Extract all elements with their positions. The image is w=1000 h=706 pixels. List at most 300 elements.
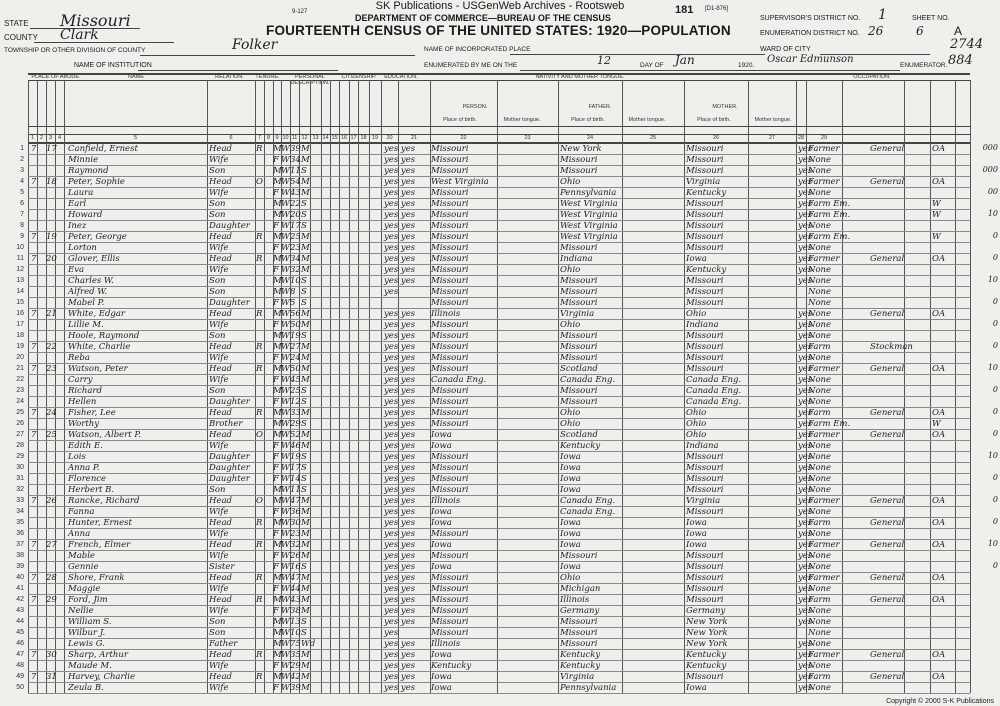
- margin-note: 10: [987, 209, 998, 218]
- cell-pob: Missouri: [431, 419, 469, 429]
- cell-age: 29: [290, 661, 301, 671]
- cell-pob: Iowa: [431, 518, 452, 528]
- cell-sex: M: [273, 166, 282, 176]
- cell-ind: General: [870, 364, 905, 374]
- cell-mpob: Canada Eng.: [686, 397, 742, 407]
- cell-occ: Farmer: [808, 144, 840, 154]
- cell-race: W: [281, 243, 290, 253]
- cell-name: Herbert B.: [68, 485, 115, 495]
- cell-name: Canfield, Ernest: [68, 144, 138, 154]
- cell-fpob: Missouri: [560, 639, 598, 649]
- cell-pob: Missouri: [431, 254, 469, 264]
- cell-rel: Wife: [209, 529, 229, 539]
- sheet-number: 6: [916, 24, 924, 38]
- cell-ed: yes yes: [384, 210, 416, 220]
- cell-pob: Missouri: [431, 298, 469, 308]
- column-number: 27: [768, 135, 776, 141]
- cell-race: W: [281, 672, 290, 682]
- cell-mpob: Missouri: [686, 166, 724, 176]
- cell-ten: R: [256, 672, 263, 682]
- cell-pob: Iowa: [431, 683, 452, 693]
- cell-ed: yes yes: [384, 562, 416, 572]
- cell-age: 8: [290, 287, 296, 297]
- cell-sex: F: [273, 298, 279, 308]
- cell-race: W: [281, 419, 290, 429]
- cell-ten: R: [256, 573, 263, 583]
- cell-age: 50: [290, 320, 301, 330]
- column-number: 22: [460, 135, 467, 141]
- cell-mpob: Kentucky: [686, 188, 727, 198]
- cell-ind: General: [870, 177, 905, 187]
- group-nativity: NATIVITY AND MOTHER TONGUE.: [535, 74, 625, 80]
- census-year: 1920.: [738, 62, 755, 69]
- nativity-father: FATHER.: [588, 104, 612, 110]
- cell-race: W: [281, 254, 290, 264]
- row-number: 4: [20, 178, 24, 185]
- cell-fpob: Kentucky: [560, 661, 601, 671]
- cell-occ: Farmer: [808, 540, 840, 550]
- cell-name: Anna P.: [68, 463, 100, 473]
- cell-occ: None: [808, 276, 832, 286]
- cell-name: Inez: [68, 221, 87, 231]
- margin-note: 10: [987, 275, 998, 284]
- cell-ed: yes yes: [384, 529, 416, 539]
- cell-eng: yes: [798, 452, 813, 462]
- cell-mar: M: [301, 177, 310, 187]
- cell-rel: Head: [209, 672, 232, 682]
- cell-eng: yes: [798, 254, 813, 264]
- cell-mar: M: [301, 540, 310, 550]
- cell-ed: yes yes: [384, 672, 416, 682]
- cell-ten: R: [256, 309, 263, 319]
- cell-mpob: Missouri: [686, 210, 724, 220]
- cell-dw: 7: [31, 342, 37, 352]
- cell-ed: yes: [384, 628, 399, 638]
- cell-occ: None: [808, 166, 832, 176]
- row-number: 39: [16, 563, 24, 570]
- cell-name: Charles W.: [68, 276, 114, 286]
- cell-sex: M: [273, 386, 282, 396]
- nativity-col-father-tongue: Mother tongue.: [628, 117, 666, 123]
- cell-occ: Farm: [808, 408, 831, 418]
- cell-eng: yes: [798, 243, 813, 253]
- cell-dw: 7: [31, 595, 37, 605]
- cell-pob: Missouri: [431, 166, 469, 176]
- cell-age: 35: [290, 650, 301, 660]
- state-label: STATE: [4, 19, 29, 28]
- cell-rel: Wife: [209, 155, 229, 165]
- cell-name: Worthy: [68, 419, 100, 429]
- cell-occ: None: [808, 386, 832, 396]
- cell-fpob: Kentucky: [560, 441, 601, 451]
- cell-rel: Head: [209, 650, 232, 660]
- cell-cls: W: [932, 210, 941, 220]
- cell-eng: yes: [798, 155, 813, 165]
- cell-mpob: Missouri: [686, 452, 724, 462]
- cell-mpob: Missouri: [686, 342, 724, 352]
- cell-mpob: Ohio: [686, 309, 707, 319]
- cell-age: 26: [290, 551, 301, 561]
- row-number: 10: [16, 244, 24, 251]
- cell-name: Howard: [68, 210, 103, 220]
- cell-pob: Missouri: [431, 144, 469, 154]
- cell-name: Richard: [68, 386, 102, 396]
- cell-name: Minnie: [68, 155, 99, 165]
- cell-sex: F: [273, 320, 279, 330]
- cell-cls: OA: [932, 650, 946, 660]
- row-number: 5: [20, 189, 24, 196]
- group-place-of-abode: PLACE OF ABODE.: [31, 74, 81, 80]
- cell-ten: R: [256, 254, 263, 264]
- cell-rel: Son: [209, 485, 226, 495]
- cell-race: W: [281, 232, 290, 242]
- row-number: 42: [16, 596, 24, 603]
- cell-eng: yes: [798, 617, 813, 627]
- cell-age: 20: [290, 210, 301, 220]
- cell-mpob: Missouri: [686, 463, 724, 473]
- cell-mar: M: [301, 309, 310, 319]
- cell-fpob: West Virginia: [560, 232, 618, 242]
- margin-note: 00: [987, 187, 998, 196]
- row-number: 44: [16, 618, 24, 625]
- cell-mar: S: [301, 199, 307, 209]
- cell-fpob: Ohio: [560, 265, 581, 275]
- cell-age: 22: [290, 199, 301, 209]
- column-number: 1: [30, 135, 35, 141]
- cell-fpob: Missouri: [560, 298, 598, 308]
- cell-mar: M: [301, 320, 310, 330]
- cell-occ: None: [808, 441, 832, 451]
- cell-rel: Wife: [209, 507, 229, 517]
- corner-note-2: 884: [948, 53, 973, 68]
- cell-sex: M: [273, 650, 282, 660]
- cell-ten: R: [256, 518, 263, 528]
- cell-eng: yes: [798, 221, 813, 231]
- cell-pob: Missouri: [431, 243, 469, 253]
- cell-race: W: [281, 353, 290, 363]
- cell-ed: yes yes: [384, 221, 416, 231]
- cell-occ: None: [808, 507, 832, 517]
- cell-fpob: Kentucky: [560, 650, 601, 660]
- cell-occ: None: [808, 562, 832, 572]
- cell-age: 10: [290, 276, 301, 286]
- cell-fpob: Iowa: [560, 474, 581, 484]
- cell-age: 5: [290, 298, 296, 308]
- cell-name: Hunter, Ernest: [68, 518, 132, 528]
- cell-eng: yes: [798, 177, 813, 187]
- cell-fpob: Canada Eng.: [560, 496, 616, 506]
- cell-sex: M: [273, 276, 282, 286]
- cell-pob: Missouri: [431, 463, 469, 473]
- cell-pob: Iowa: [431, 650, 452, 660]
- cell-eng: yes: [798, 661, 813, 671]
- cell-pob: West Virginia: [431, 177, 489, 187]
- row-number: 3: [20, 167, 24, 174]
- cell-pob: Illinois: [431, 496, 461, 506]
- cell-eng: yes: [798, 265, 813, 275]
- cell-fam: 25: [46, 430, 57, 440]
- cell-name: White, Edgar: [68, 309, 125, 319]
- margin-note: 0: [992, 253, 998, 262]
- cell-name: Rancke, Richard: [68, 496, 140, 506]
- cell-eng: yes: [798, 529, 813, 539]
- row-number: 14: [16, 288, 24, 295]
- cell-mpob: Missouri: [686, 232, 724, 242]
- cell-occ: None: [808, 452, 832, 462]
- township-label: TOWNSHIP OR OTHER DIVISION OF COUNTY: [4, 47, 146, 54]
- cell-fpob: Iowa: [560, 463, 581, 473]
- cell-age: 39: [290, 683, 301, 693]
- cell-mar: M: [301, 342, 310, 352]
- cell-sex: F: [273, 463, 279, 473]
- cell-pob: Missouri: [431, 452, 469, 462]
- cell-age: 47: [290, 573, 301, 583]
- cell-occ: Farmer: [808, 177, 840, 187]
- cell-occ: None: [808, 155, 832, 165]
- cell-occ: Farm: [808, 342, 831, 352]
- cell-fam: 30: [46, 650, 57, 660]
- row-number: 36: [16, 530, 24, 537]
- cell-pob: Iowa: [431, 507, 452, 517]
- cell-ten: O: [256, 496, 263, 506]
- cell-occ: None: [808, 661, 832, 671]
- cell-race: W: [281, 529, 290, 539]
- cell-pob: Iowa: [431, 441, 452, 451]
- cell-ed: yes yes: [384, 452, 416, 462]
- cell-race: W: [281, 375, 290, 385]
- cell-mpob: Virginia: [686, 177, 721, 187]
- cell-cls: OA: [932, 595, 946, 605]
- cell-ed: yes yes: [384, 254, 416, 264]
- cell-eng: yes: [798, 562, 813, 572]
- cell-fpob: West Virginia: [560, 199, 618, 209]
- cell-mpob: Missouri: [686, 584, 724, 594]
- cell-mar: S: [301, 331, 307, 341]
- cell-eng: yes: [798, 210, 813, 220]
- cell-age: 23: [290, 243, 301, 253]
- cell-mpob: Missouri: [686, 331, 724, 341]
- cell-fpob: Iowa: [560, 540, 581, 550]
- cell-mpob: Virginia: [686, 496, 721, 506]
- cell-pob: Illinois: [431, 309, 461, 319]
- nativity-col-person-tongue: Mother tongue.: [503, 117, 541, 123]
- row-number: 11: [16, 255, 24, 262]
- cell-mar: S: [301, 298, 307, 308]
- cell-mar: S: [301, 276, 307, 286]
- department-title: DEPARTMENT OF COMMERCE—BUREAU OF THE CENSUS: [355, 13, 611, 23]
- cell-sex: M: [273, 331, 282, 341]
- group-personal: PERSONAL DESCRIPTION.: [290, 74, 330, 86]
- cell-pob: Missouri: [431, 353, 469, 363]
- cell-mar: M: [301, 265, 310, 275]
- cell-race: W: [281, 496, 290, 506]
- cell-mar: M: [301, 573, 310, 583]
- cell-sex: M: [273, 144, 282, 154]
- cell-ind: General: [870, 309, 905, 319]
- cell-ed: yes yes: [384, 188, 416, 198]
- cell-eng: yes: [798, 584, 813, 594]
- cell-dw: 7: [31, 540, 37, 550]
- cell-rel: Wife: [209, 265, 229, 275]
- cell-mpob: Missouri: [686, 243, 724, 253]
- cell-pob: Missouri: [431, 485, 469, 495]
- cell-occ: None: [808, 320, 832, 330]
- cell-occ: Farmer: [808, 254, 840, 264]
- margin-note: 10: [987, 363, 998, 372]
- cell-age: 29: [290, 419, 301, 429]
- cell-ind: General: [870, 672, 905, 682]
- cell-mar: M: [301, 441, 310, 451]
- cell-occ: Farm Em.: [808, 199, 851, 209]
- cell-race: W: [281, 320, 290, 330]
- row-number: 38: [16, 552, 24, 559]
- cell-ed: yes yes: [384, 144, 416, 154]
- cell-fpob: Missouri: [560, 628, 598, 638]
- cell-ed: yes yes: [384, 518, 416, 528]
- cell-rel: Head: [209, 496, 232, 506]
- cell-name: Mable: [68, 551, 95, 561]
- cell-mar: M: [301, 254, 310, 264]
- cell-fam: 29: [46, 595, 57, 605]
- cell-mpob: Iowa: [686, 540, 707, 550]
- cell-ind: General: [870, 595, 905, 605]
- day-of-label: DAY OF: [640, 62, 664, 69]
- margin-note: 0: [992, 385, 998, 394]
- cell-ed: yes yes: [384, 199, 416, 209]
- cell-ind: General: [870, 540, 905, 550]
- cell-sex: F: [273, 353, 279, 363]
- row-number: 12: [16, 266, 24, 273]
- cell-rel: Wife: [209, 243, 229, 253]
- cell-age: 39: [290, 144, 301, 154]
- cell-mar: M: [301, 353, 310, 363]
- cell-rel: Son: [209, 386, 226, 396]
- cell-rel: Wife: [209, 375, 229, 385]
- cell-race: W: [281, 463, 290, 473]
- cell-race: W: [281, 485, 290, 495]
- nativity-col-father-pob: Place of birth.: [571, 117, 605, 123]
- cell-occ: Farmer: [808, 573, 840, 583]
- column-number: 24: [586, 135, 594, 141]
- enumerated-month: Jan: [675, 53, 695, 67]
- cell-race: W: [281, 155, 290, 165]
- cell-cls: OA: [932, 309, 946, 319]
- cell-sex: M: [273, 364, 282, 374]
- cell-race: W: [281, 639, 290, 649]
- cell-mpob: Indiana: [686, 441, 719, 451]
- cell-pob: Missouri: [431, 386, 469, 396]
- cell-pob: Missouri: [431, 551, 469, 561]
- cell-race: W: [281, 551, 290, 561]
- margin-note: 0: [992, 473, 998, 482]
- row-number: 19: [16, 343, 24, 350]
- cell-dw: 7: [31, 408, 37, 418]
- cell-name: Florence: [68, 474, 107, 484]
- cell-name: Watson, Albert P.: [68, 430, 142, 440]
- cell-eng: yes: [798, 507, 813, 517]
- cell-pob: Missouri: [431, 265, 469, 275]
- cell-age: 12: [290, 397, 301, 407]
- cell-age: 25: [290, 386, 301, 396]
- cell-sex: M: [273, 177, 282, 187]
- cell-name: Lois: [68, 452, 86, 462]
- cell-race: W: [281, 617, 290, 627]
- cell-sex: F: [273, 155, 279, 165]
- cell-ed: yes yes: [384, 155, 416, 165]
- column-number: 23: [524, 135, 531, 141]
- cell-eng: yes: [798, 232, 813, 242]
- cell-race: W: [281, 287, 290, 297]
- cell-age: 75: [290, 639, 301, 649]
- cell-name: Peter, Sophie: [68, 177, 125, 187]
- row-number: 50: [16, 684, 24, 691]
- cell-eng: yes: [798, 199, 813, 209]
- cell-age: 34: [290, 254, 301, 264]
- cell-mpob: Canada Eng.: [686, 386, 742, 396]
- cell-ed: yes yes: [384, 485, 416, 495]
- cell-name: White, Charlie: [68, 342, 131, 352]
- cell-occ: Farmer: [808, 496, 840, 506]
- column-number: 18: [360, 135, 367, 141]
- cell-age: 47: [290, 496, 301, 506]
- cell-occ: None: [808, 265, 832, 275]
- cell-rel: Son: [209, 210, 226, 220]
- row-number: 30: [16, 464, 24, 471]
- cell-name: Nellie: [68, 606, 94, 616]
- cell-ed: yes yes: [384, 595, 416, 605]
- cell-sex: M: [273, 518, 282, 528]
- cell-pob: Missouri: [431, 155, 469, 165]
- cell-ten: R: [256, 408, 263, 418]
- cell-name: Reba: [68, 353, 90, 363]
- column-number: 2: [39, 135, 44, 141]
- cell-age: 36: [290, 507, 301, 517]
- cell-ten: R: [256, 232, 263, 242]
- cell-occ: Farm: [808, 672, 831, 682]
- cell-age: 50: [290, 364, 301, 374]
- cell-age: 13: [290, 617, 301, 627]
- enumerator-label: ENUMERATOR.: [900, 62, 948, 69]
- cell-rel: Wife: [209, 584, 229, 594]
- cell-mpob: New York: [686, 628, 728, 638]
- cell-mpob: Missouri: [686, 298, 724, 308]
- cell-mar: M: [301, 551, 310, 561]
- cell-mar: M: [301, 375, 310, 385]
- cell-mar: M: [301, 650, 310, 660]
- cell-ed: yes yes: [384, 320, 416, 330]
- cell-fam: 23: [46, 364, 57, 374]
- cell-name: Zeula B.: [68, 683, 104, 693]
- margin-note: 0: [992, 319, 998, 328]
- cell-occ: None: [808, 188, 832, 198]
- cell-pob: Missouri: [431, 606, 469, 616]
- cell-pob: Missouri: [431, 474, 469, 484]
- cell-sex: M: [273, 617, 282, 627]
- supervisor-label: SUPERVISOR'S DISTRICT NO.: [760, 15, 861, 22]
- cell-fpob: Ohio: [560, 408, 581, 418]
- row-number: 24: [16, 398, 24, 405]
- cell-name: Ford, Jim: [68, 595, 108, 605]
- cell-occ: None: [808, 287, 832, 297]
- cell-fpob: Iowa: [560, 562, 581, 572]
- cell-age: 23: [290, 529, 301, 539]
- cell-eng: yes: [798, 474, 813, 484]
- cell-pob: Missouri: [431, 210, 469, 220]
- cell-age: 34: [290, 155, 301, 165]
- cell-name: Lewis G.: [68, 639, 105, 649]
- cell-ed: yes yes: [384, 331, 416, 341]
- cell-pob: Illinois: [431, 639, 461, 649]
